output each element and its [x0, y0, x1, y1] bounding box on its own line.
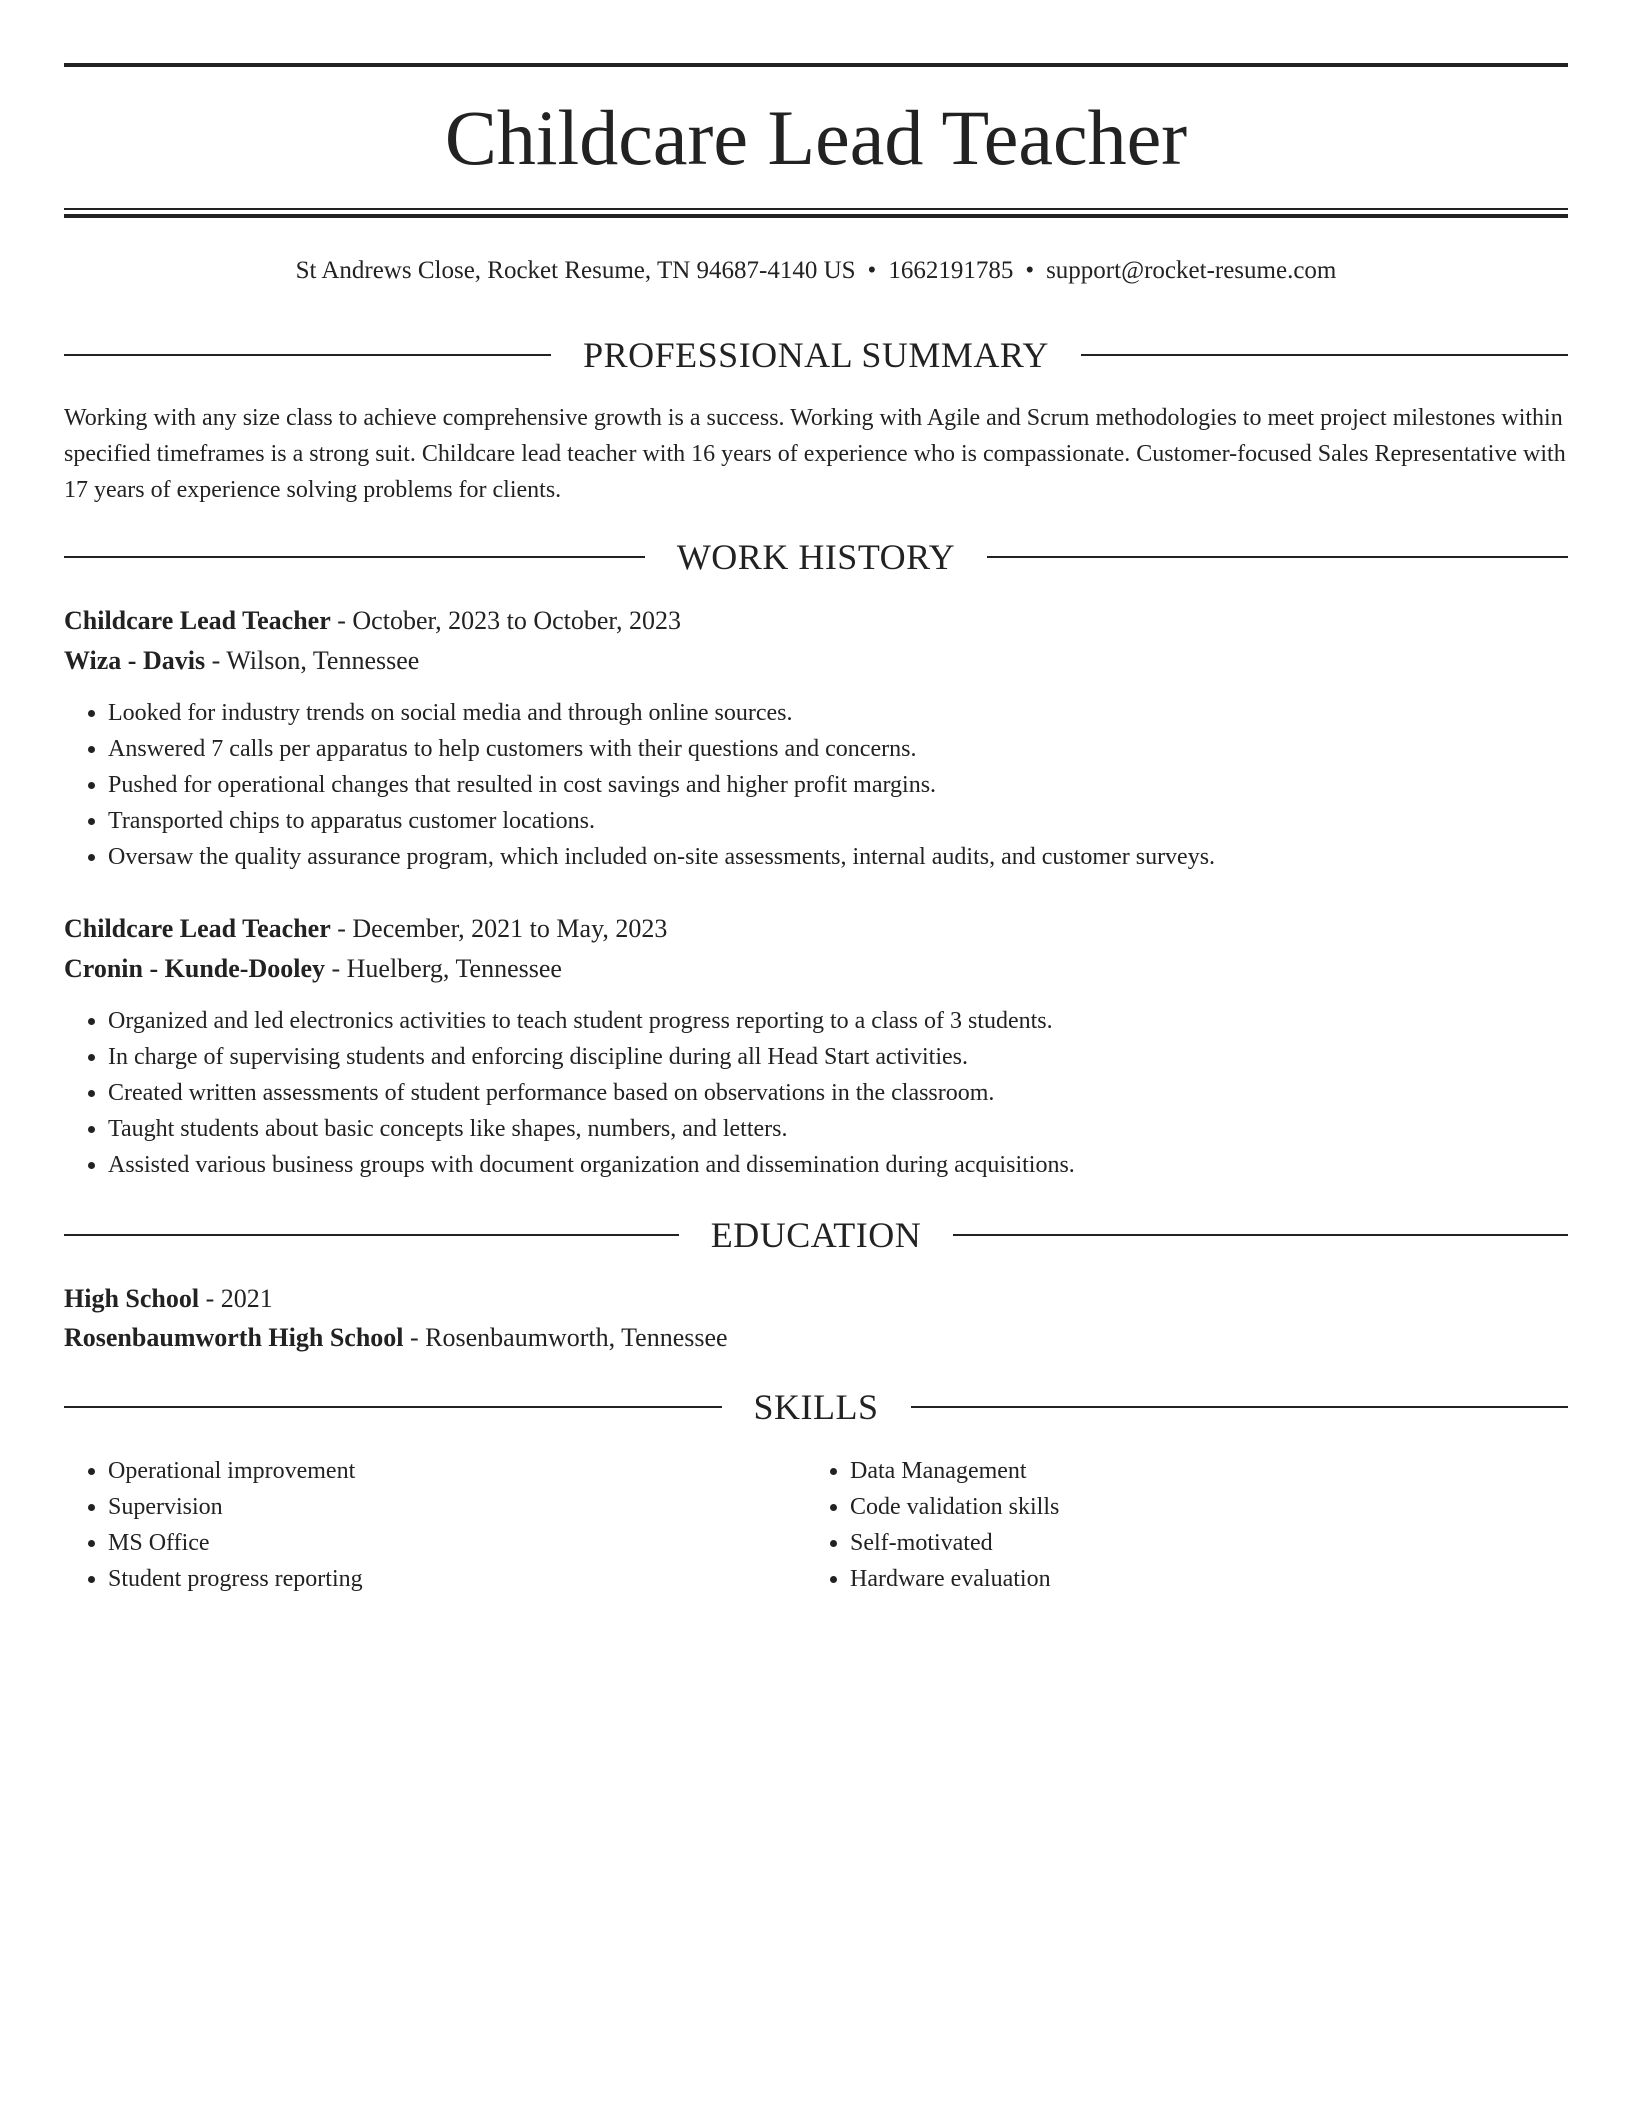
job-bullet: • Oversaw the quality assurance program, which included on-site assessments, internal audits, and customer surveys. — [108, 839, 1612, 875]
heading-rule-left — [64, 556, 645, 558]
heading-rule-right — [911, 1406, 1569, 1408]
education-school-line — [64, 1320, 1568, 1356]
education-heading — [64, 1213, 1568, 1257]
job-bullet: • Pushed for operational changes that resulted in cost savings and higher profit margins. — [108, 767, 1612, 803]
work-history-heading — [64, 535, 1568, 579]
skill-item: • Data Management — [850, 1453, 1548, 1489]
education-year: - 2021 — [199, 1284, 273, 1313]
title-double-rule — [64, 208, 1568, 218]
education-heading-title: EDUCATION — [710, 1215, 922, 1255]
heading-rule-right — [987, 556, 1568, 558]
skill-item: • MS Office — [108, 1525, 806, 1561]
job-bullet: • Created written assessments of student performance based on observations in the classroom. — [108, 1075, 1612, 1111]
job-dates: - December, 2021 to May, 2023 — [330, 914, 668, 943]
job-location: - Wilson, Tennessee — [205, 646, 420, 675]
job-title-line — [64, 603, 1568, 639]
job-dates: - October, 2023 to October, 2023 — [330, 606, 682, 635]
education-school: Rosenbaumworth High School — [64, 1323, 404, 1352]
skills-columns — [64, 1453, 1568, 1597]
education-degree-line — [64, 1281, 1568, 1317]
education-degree: High School — [64, 1284, 200, 1313]
job-bullet: • Assisted various business groups with document organization and dissemination during acquisitions. — [108, 1147, 1612, 1183]
skills-heading — [64, 1385, 1568, 1429]
job-bullet: • Transported chips to apparatus customer locations. — [108, 803, 1612, 839]
contact-separator: • — [867, 257, 877, 284]
job-title: Childcare Lead Teacher — [64, 914, 331, 943]
skill-item: • Self-motivated — [850, 1525, 1548, 1561]
top-rule — [64, 63, 1568, 67]
job-title: Childcare Lead Teacher — [64, 606, 331, 635]
skill-item: • Operational improvement — [108, 1453, 806, 1489]
heading-rule-left — [64, 354, 551, 356]
skill-item: • Student progress reporting — [108, 1561, 806, 1597]
job-bullets — [64, 1003, 1612, 1183]
heading-rule-right — [953, 1234, 1568, 1236]
contact-address: St Andrews Close, Rocket Resume, TN 94687-4140 US — [295, 257, 856, 284]
summary-heading — [64, 333, 1568, 377]
work-history-heading-title: WORK HISTORY — [676, 537, 956, 577]
summary-text: Working with any size class to achieve comprehensive growth is a success. Working with Agile and Scrum methodologies to meet project milestones within specified timeframes is a strong suit. Childcare lead teacher with 16 years of experience who is compassionate. Customer-focused Sales Representative with 17 years of experience solving problems for clients. — [64, 405, 1566, 503]
heading-rule-right — [1081, 354, 1568, 356]
contact-email: support@rocket-resume.com — [1046, 257, 1337, 284]
summary-heading-title: PROFESSIONAL SUMMARY — [583, 335, 1049, 375]
heading-rule-left — [64, 1406, 722, 1408]
contact-separator: • — [1025, 257, 1035, 284]
job-company-line — [64, 643, 1568, 679]
education-location: - Rosenbaumworth, Tennessee — [403, 1323, 728, 1352]
job-bullet: • Answered 7 calls per apparatus to help customers with their questions and concerns. — [108, 731, 1612, 767]
job-company-line — [64, 951, 1568, 987]
job-bullets — [64, 695, 1612, 875]
skill-item: • Code validation skills — [850, 1489, 1548, 1525]
skill-item: • Hardware evaluation — [850, 1561, 1548, 1597]
job-company: Wiza - Davis — [64, 646, 206, 675]
job-company: Cronin - Kunde-Dooley — [64, 954, 325, 983]
contact-line — [64, 254, 1568, 288]
job-location: - Huelberg, Tennessee — [325, 954, 562, 983]
job-title-line — [64, 911, 1568, 947]
heading-rule-left — [64, 1234, 679, 1236]
job-bullet: • Looked for industry trends on social media and through online sources. — [108, 695, 1612, 731]
job-bullet: • In charge of supervising students and enforcing discipline during all Head Start activities. — [108, 1039, 1612, 1075]
resume-title: Childcare Lead Teacher — [444, 94, 1188, 181]
skills-left-column — [64, 1453, 806, 1597]
contact-phone: 1662191785 — [888, 257, 1014, 284]
job-bullet: • Organized and led electronics activities to teach student progress reporting to a class of 3 students. — [108, 1003, 1612, 1039]
skills-right-column — [806, 1453, 1548, 1597]
job-bullet: • Taught students about basic concepts like shapes, numbers, and letters. — [108, 1111, 1612, 1147]
skills-heading-title: SKILLS — [753, 1387, 879, 1427]
skill-item: • Supervision — [108, 1489, 806, 1525]
